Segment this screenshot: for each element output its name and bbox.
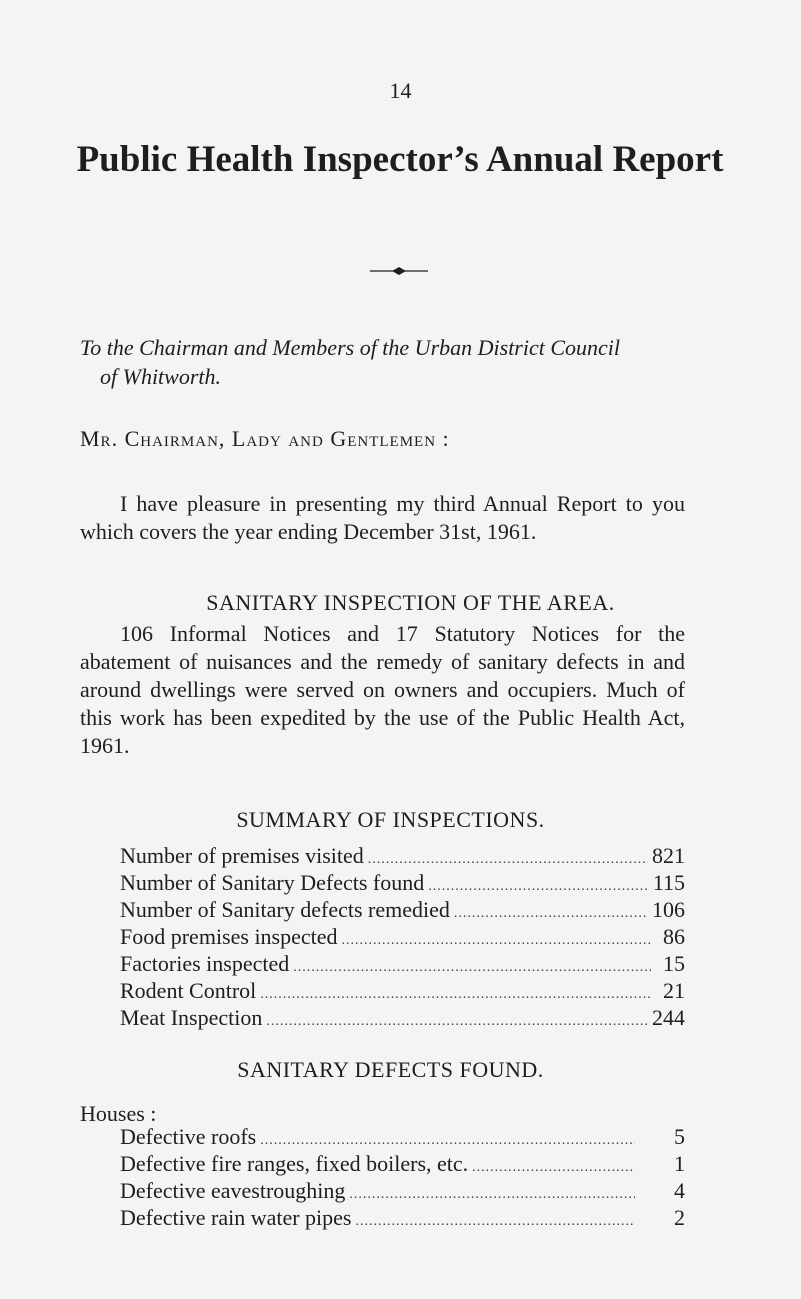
defect-row (120, 1152, 685, 1179)
address-line-2: of Whitworth. (100, 364, 222, 389)
summary-row (120, 952, 685, 979)
leader-dots (368, 848, 648, 871)
defect-label: Defective roofs (120, 1124, 257, 1149)
summary-row (120, 844, 685, 871)
defect-row (120, 1206, 685, 1233)
summary-heading: SUMMARY OF INSPECTIONS. (236, 807, 545, 832)
leader-dots (342, 929, 651, 952)
defect-label: Defective fire ranges, fixed boilers, etc. (120, 1151, 469, 1176)
summary-label: Food premises inspected (120, 924, 338, 949)
summary-label: Meat Inspection (120, 1005, 263, 1030)
leader-dots (428, 875, 649, 898)
leader-dots (472, 1156, 635, 1179)
divider-ornament-icon (370, 266, 428, 276)
defect-value: 4 (674, 1178, 685, 1203)
intro-paragraph (80, 490, 685, 546)
sanitary-inspection-paragraph (80, 620, 685, 760)
defects-list (120, 1125, 685, 1233)
defect-label: Defective eavestroughing (120, 1178, 346, 1203)
sanitary-inspection-text: 106 Informal Notices and 17 Statutory Notices for the abatement of nuisances and the remedy of sanitary defects in and around dwellings were served on owners and occupiers. Much of this work has been expedited by the use of the Public Health Act, 1961. (80, 621, 685, 758)
summary-label: Number of premises visited (120, 843, 364, 868)
defect-value: 2 (674, 1205, 685, 1230)
summary-row (120, 898, 685, 925)
defects-heading: SANITARY DEFECTS FOUND. (237, 1057, 544, 1082)
sanitary-inspection-heading: SANITARY INSPECTION OF THE AREA. (206, 590, 615, 615)
summary-value: 106 (652, 897, 685, 922)
summary-value: 821 (652, 843, 685, 868)
summary-label: Number of Sanitary defects remedied (120, 897, 450, 922)
summary-value: 244 (652, 1005, 685, 1030)
summary-row (120, 871, 685, 898)
intro-paragraph-text: I have pleasure in presenting my third Annual Report to you which covers the year ending December 31st, 1961. (80, 491, 685, 544)
summary-value: 115 (652, 870, 685, 895)
leader-dots (454, 902, 648, 925)
page-number: 14 (389, 78, 412, 103)
summary-value: 21 (663, 978, 685, 1003)
houses-label: Houses : (80, 1101, 157, 1126)
summary-value: 86 (663, 924, 685, 949)
leader-dots (293, 956, 651, 979)
address-block (80, 333, 720, 391)
summary-row (120, 1006, 685, 1033)
leader-dots (260, 983, 651, 1006)
address-line-1: To the Chairman and Members of the Urban District Council (80, 335, 621, 360)
leader-dots (356, 1210, 636, 1233)
defect-row (120, 1125, 685, 1152)
summary-label: Factories inspected (120, 951, 290, 976)
summary-row (120, 979, 685, 1006)
defect-value: 5 (674, 1124, 685, 1149)
defect-row (120, 1179, 685, 1206)
defect-label: Defective rain water pipes (120, 1205, 352, 1230)
salutation: Mr. Chairman, Lady and Gentlemen : (80, 426, 450, 451)
page-title: Public Health Inspector’s Annual Report (76, 139, 724, 180)
defect-value: 1 (674, 1151, 685, 1176)
leader-dots (260, 1129, 635, 1152)
leader-dots (349, 1183, 635, 1206)
summary-label: Rodent Control (120, 978, 257, 1003)
summary-label: Number of Sanitary Defects found (120, 870, 425, 895)
summary-row (120, 925, 685, 952)
summary-list (120, 844, 685, 1033)
summary-value: 15 (663, 951, 685, 976)
leader-dots (266, 1010, 648, 1033)
